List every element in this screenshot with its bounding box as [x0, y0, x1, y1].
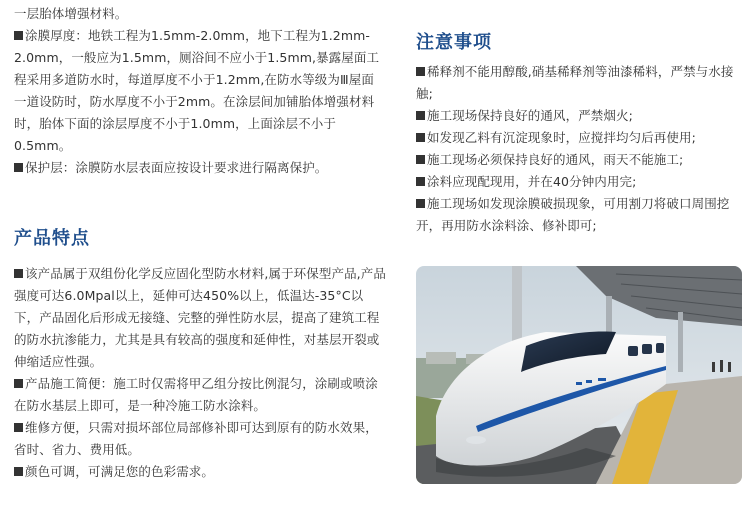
feature-item [14, 461, 386, 483]
square-bullet-icon [14, 31, 23, 40]
note-text: 稀释剂不能用醇酸,硝基稀释剂等油漆稀料，严禁与水接触; [416, 64, 734, 101]
square-bullet-icon [416, 199, 425, 208]
feature-text: 维修方便，只需对损坏部位局部修补即可达到原有的防水效果，省时、省力、费用低。 [14, 420, 378, 457]
feature-item [14, 263, 386, 373]
note-text: 如发现乙料有沉淀现象时，应搅拌均匀后再使用; [427, 130, 696, 145]
features-list [14, 263, 386, 483]
note-item [416, 171, 742, 193]
square-bullet-icon [416, 67, 425, 76]
train-illustration [416, 266, 742, 484]
note-item [416, 127, 742, 149]
square-bullet-icon [416, 111, 425, 120]
feature-item [14, 417, 386, 461]
square-bullet-icon [416, 155, 425, 164]
square-bullet-icon [14, 467, 23, 476]
construction-notes-block [14, 3, 386, 179]
square-bullet-icon [416, 177, 425, 186]
protection-layer-text: 保护层：涂膜防水层表面应按设计要求进行隔离保护。 [25, 160, 328, 175]
feature-text: 产品施工简便：施工时仅需将甲乙组分按比例混匀，涂刷或喷涂在防水基层上即可，是一种冷施工防水涂料。 [14, 376, 378, 413]
note-item [416, 61, 742, 105]
note-text: 涂料应现配现用，并在40分钟内用完; [427, 174, 637, 189]
square-bullet-icon [14, 423, 23, 432]
intro-line: 一层胎体增强材料。 [14, 6, 128, 21]
train-photo [416, 266, 742, 484]
square-bullet-icon [416, 133, 425, 142]
protection-layer-item [14, 157, 386, 179]
square-bullet-icon [14, 269, 23, 278]
note-item [416, 193, 742, 237]
note-item [416, 149, 742, 171]
note-item [416, 105, 742, 127]
note-text: 施工现场保持良好的通风，严禁烟火; [427, 108, 633, 123]
feature-item [14, 373, 386, 417]
square-bullet-icon [14, 163, 23, 172]
note-text: 施工现场必须保持良好的通风，雨天不能施工; [427, 152, 684, 167]
feature-text: 颜色可调，可满足您的色彩需求。 [25, 464, 215, 479]
note-text: 施工现场如发现涂膜破损现象，可用割刀将破口周围挖开，再用防水涂料涂、修补即可; [416, 196, 730, 233]
coating-thickness-text: 涂膜厚度：地铁工程为1.5mm-2.0mm，地下工程为1.2mm-2.0mm，一般应为1.5mm，厕浴间不应小于1.5mm,暴露屋面工程采用多道防水时，每道厚度不小于1.2mm,在防水等级为Ⅲ屋面一道设防时，防水厚度不小于2mm。在涂层间加铺胎体增强材料时，胎体下面的涂层厚度不小于1.0mm，上面涂层不小于0.5mm。 [14, 28, 380, 153]
square-bullet-icon [14, 379, 23, 388]
notes-heading: 注意事项 [416, 32, 492, 53]
coating-thickness-item [14, 25, 386, 157]
notes-list [416, 61, 742, 237]
features-heading: 产品特点 [14, 228, 90, 249]
feature-text: 该产品属于双组份化学反应固化型防水材料,属于环保型产品,产品强度可达6.0Mpal以上，延伸可达450%以上，低温达-35°C以下，产品固化后形成无接缝、完整的弹性防水层，提高了建筑工程的防水抗渗能力，尤其是具有较高的强度和延伸性，对基层开裂或伸缩适应性强。 [14, 266, 386, 369]
